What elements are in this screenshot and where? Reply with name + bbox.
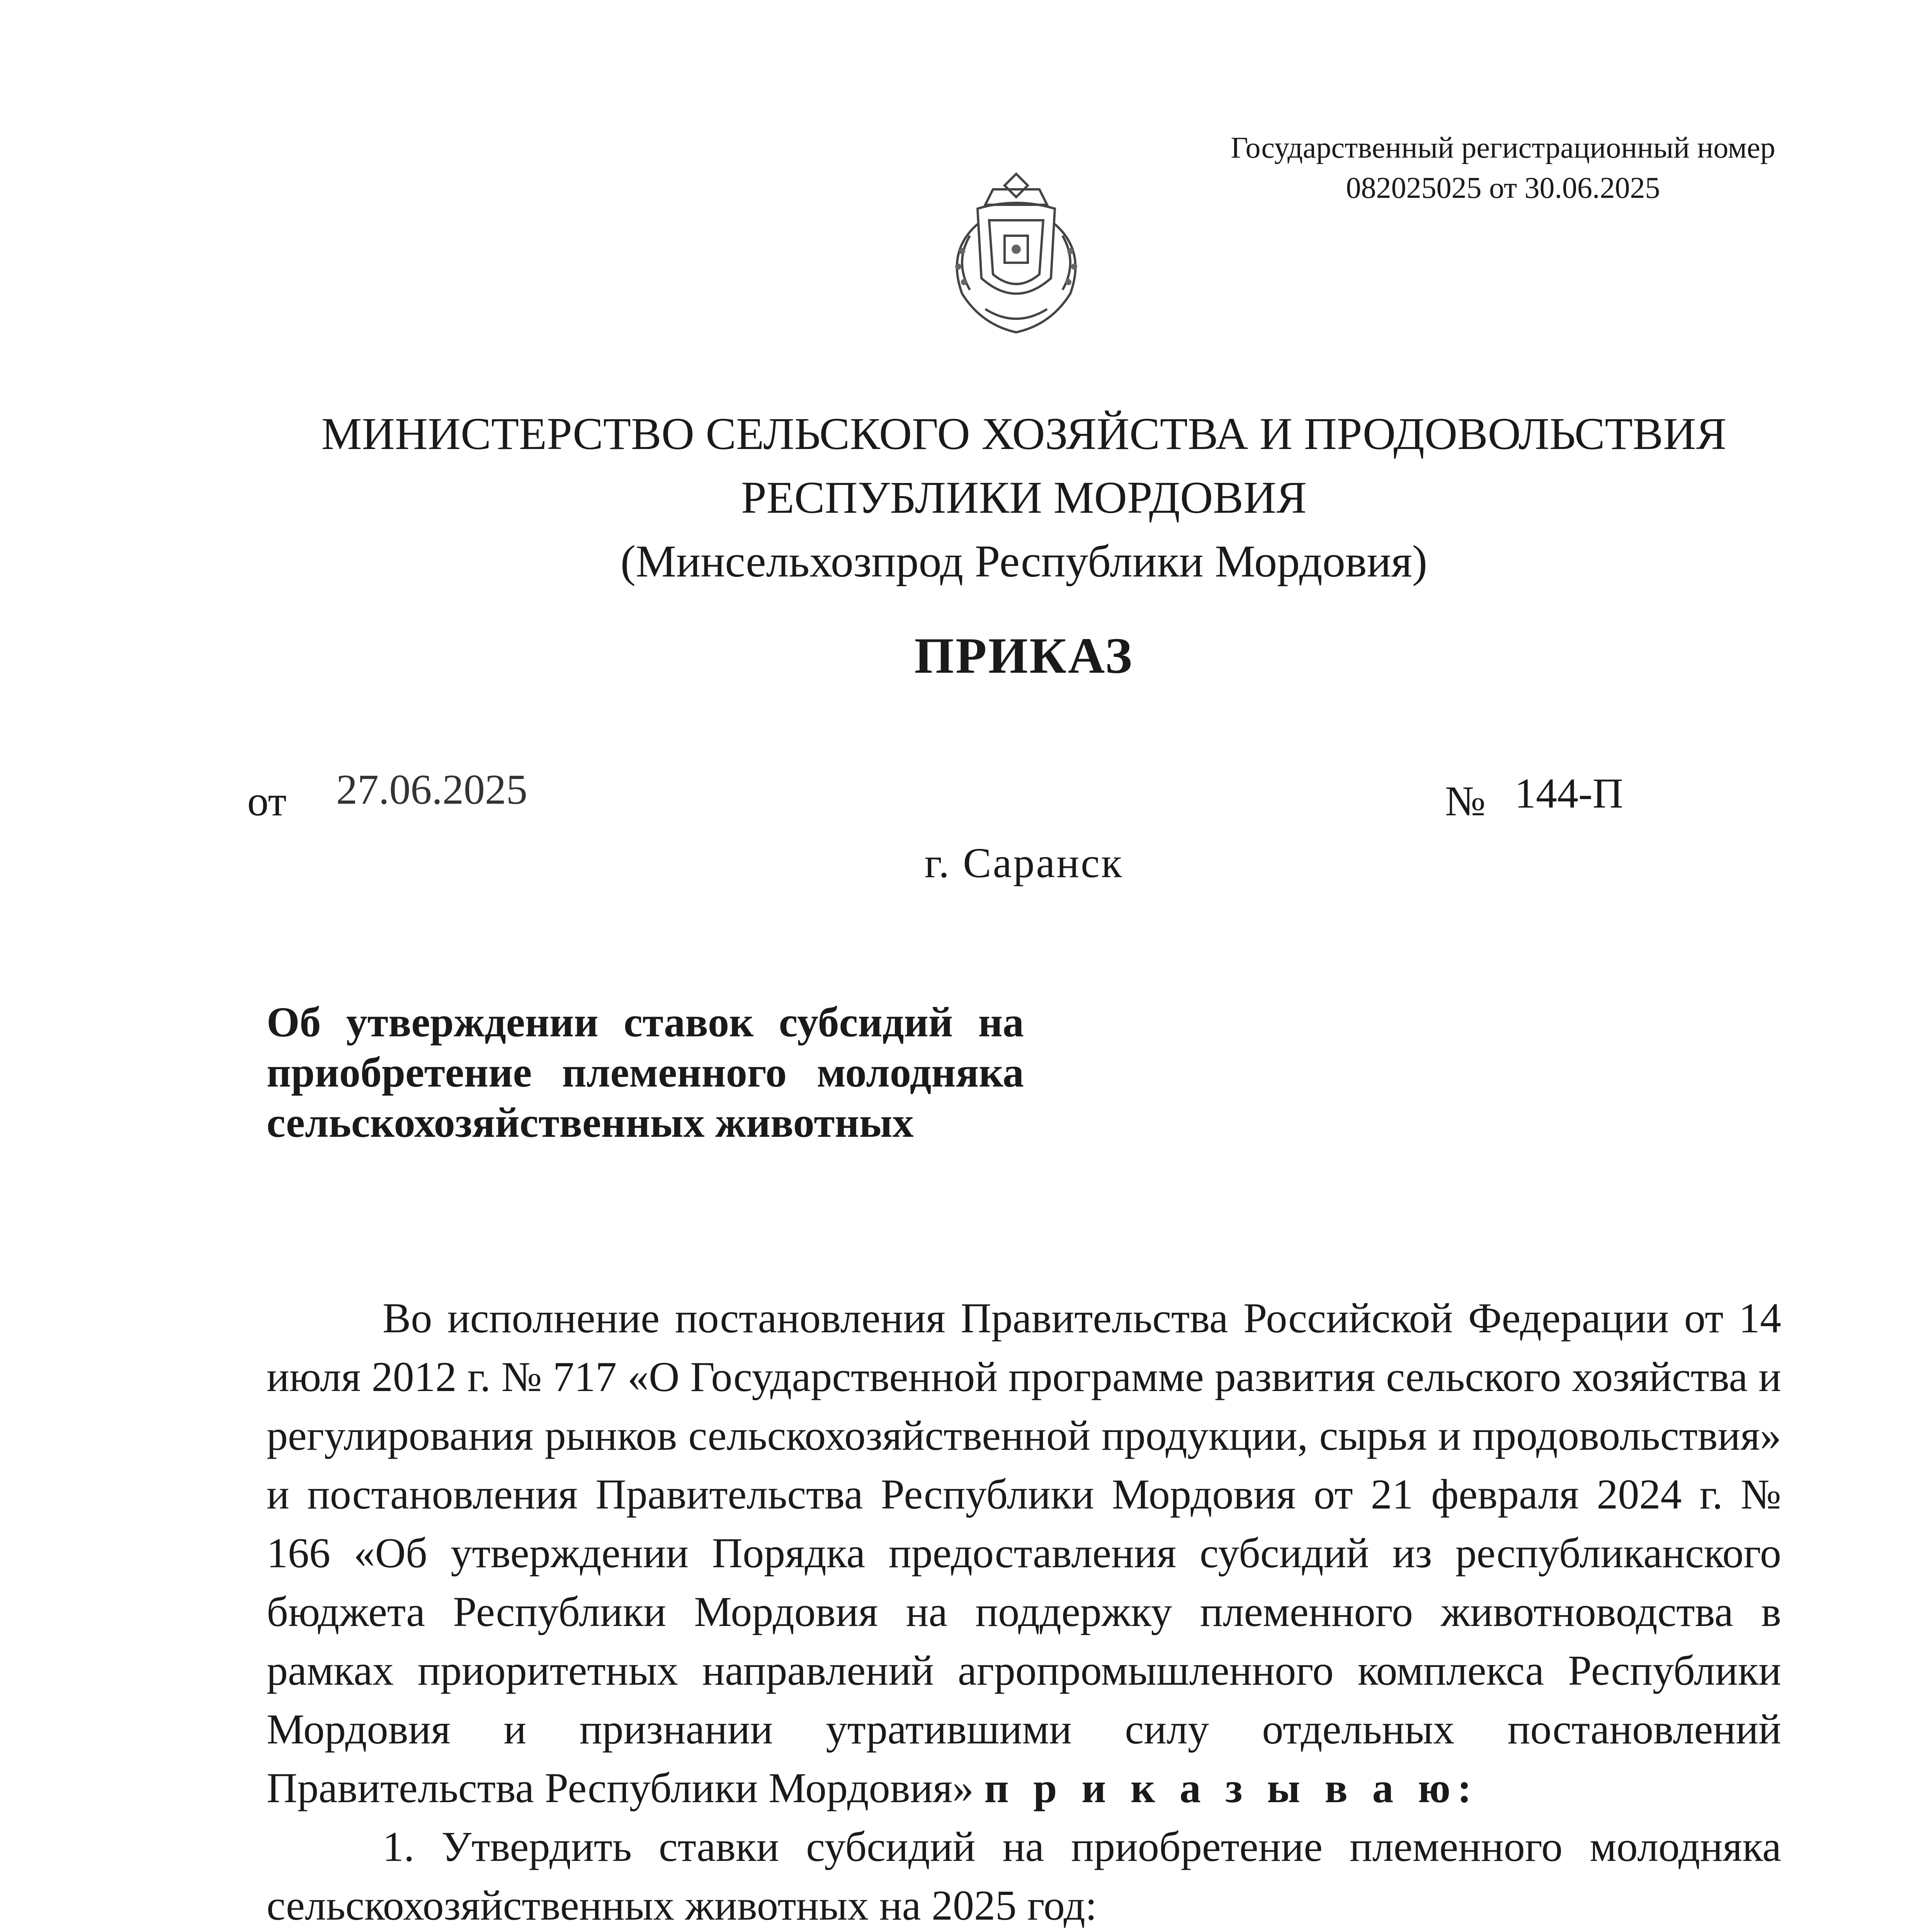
- preamble-text: Во исполнение постановления Правительства Российской Федерации от 14 июля 2012 г. № 717 «О Государственной программе развития сельского хозяйства и регулирования рынков сельскохозяйственной продукции, сырья и продовольствия» и постановления Правительства Республики Мордовия от 21 февраля 2024 г. № 166 «Об утверждении Порядка предоставления субсидий из республиканского бюджета Республики Мордовия на поддержку племенного животноводства в рамках приоритетных направлений агропромышленного комплекса Республики Мордовия и признании утратившими силу отдельных постановлений Правительства Республики Мордовия»: [267, 1294, 1781, 1811]
- ministry-short-name: (Минсельхозпрод Республики Мордовия): [620, 536, 1428, 587]
- preamble-paragraph: [267, 1289, 1781, 1817]
- document-number: 144-П: [1515, 770, 1624, 817]
- document-type: ПРИКАЗ: [914, 627, 1134, 684]
- ministry-header: [155, 402, 1893, 593]
- number-label: №: [1445, 777, 1486, 825]
- document-body: [267, 1289, 1781, 1932]
- registration-line-2: 082025025 от 30.06.2025: [1346, 171, 1660, 204]
- city: г. Саранск: [924, 839, 1124, 886]
- coat-of-arms-icon: [920, 166, 1113, 344]
- document-subject: Об утверждении ставок субсидий на приобретение племенного молодняка сельскохозяйственных животных: [267, 998, 1024, 1146]
- registration-number: [1182, 128, 1824, 208]
- date-label: от: [247, 777, 287, 825]
- ministry-name-line-1: МИНИСТЕРСТВО СЕЛЬСКОГО ХОЗЯЙСТВА И ПРОДОВОЛЬСТВИЯ: [321, 408, 1727, 459]
- ministry-name-line-2: РЕСПУБЛИКИ МОРДОВИЯ: [741, 472, 1307, 523]
- order-word: п р и к а з ы в а ю:: [984, 1764, 1479, 1811]
- document-date: 27.06.2025: [336, 766, 527, 813]
- registration-line-1: Государственный регистрационный номер: [1231, 131, 1775, 164]
- item-1-paragraph: 1. Утвердить ставки субсидий на приобретение племенного молодняка сельскохозяйственных животных на 2025 год:: [267, 1823, 1781, 1929]
